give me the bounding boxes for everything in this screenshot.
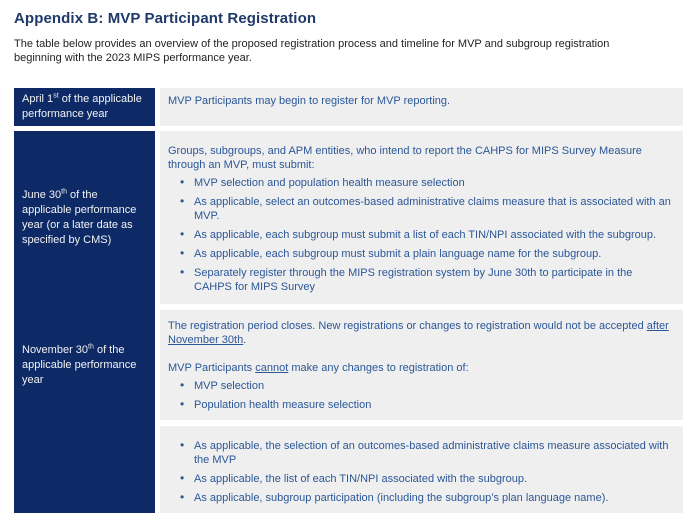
ordinal-suffix: th [61,187,67,195]
bullet-item: • As applicable, each subgroup must submit a plain language name for the subgroup. [168,247,673,261]
row2-content-cell [160,131,683,304]
row3-bullet-list [168,379,673,412]
bullet-item: • As applicable, each subgroup must submit a list of each TIN/NPI associated with the subgroup. [168,228,673,242]
intro-paragraph: The table below provides an overview of the proposed registration process and timeline for MVP and subgroup registration beginning with the 2023 MIPS performance year. [14,38,610,64]
ordinal-suffix: st [53,92,59,100]
row4-content-cell [160,426,683,513]
row1-date-header [14,88,155,126]
row3-paragraph-1: The registration period closes. New registrations or changes to registration would not be accepted after November 30th. [168,320,669,346]
row4-bullet-list [168,439,673,505]
ordinal-suffix: th [88,342,94,350]
row3-paragraph-2: MVP Participants cannot make any changes to registration of: [168,362,469,374]
row3-date-label: November 30th of the applicable performance year [22,342,137,386]
row2-lead-text: Groups, subgroups, and APM entities, who intend to report the CAHPS for MIPS Survey Measure through an MVP, must submit: [168,145,642,171]
row2-bullet-list [168,176,673,294]
registration-timeline-table [14,88,683,513]
underlined-text: cannot [255,362,289,374]
bullet-item: • MVP selection and population health measure selection [168,176,673,190]
page-title: Appendix B: MVP Participant Registration [14,10,317,27]
row2-date-header [14,131,155,304]
row1-date-label: April 1st of the applicable performance year [22,92,142,120]
row1-content-cell [160,88,683,126]
bullet-item: • As applicable, the selection of an outcomes-based administrative claims measure associated with the MVP [168,439,673,467]
row2-date-label: June 30th of the applicable performance year (or a later date as specified by CMS) [22,187,137,246]
bullet-item: • Population health measure selection [168,398,673,412]
bullet-item: • Separately register through the MIPS registration system by June 30th to participate in the CAHPS for MIPS Survey [168,266,673,294]
underlined-text: after November 30th [168,320,669,346]
bullet-item: • MVP selection [168,379,673,393]
row3-content-cell [160,310,683,420]
row3-date-header [14,310,155,420]
bullet-item: • As applicable, the list of each TIN/NPI associated with the subgroup. [168,472,673,486]
row1-body-text: MVP Participants may begin to register for MVP reporting. [168,95,451,107]
table-row-april [14,88,683,126]
bullet-item: • As applicable, subgroup participation (including the subgroup’s plan language name). [168,491,673,505]
table-lower-rows [14,131,683,513]
bullet-item: • As applicable, select an outcomes-based administrative claims measure that is associated with an MVP. [168,195,673,223]
